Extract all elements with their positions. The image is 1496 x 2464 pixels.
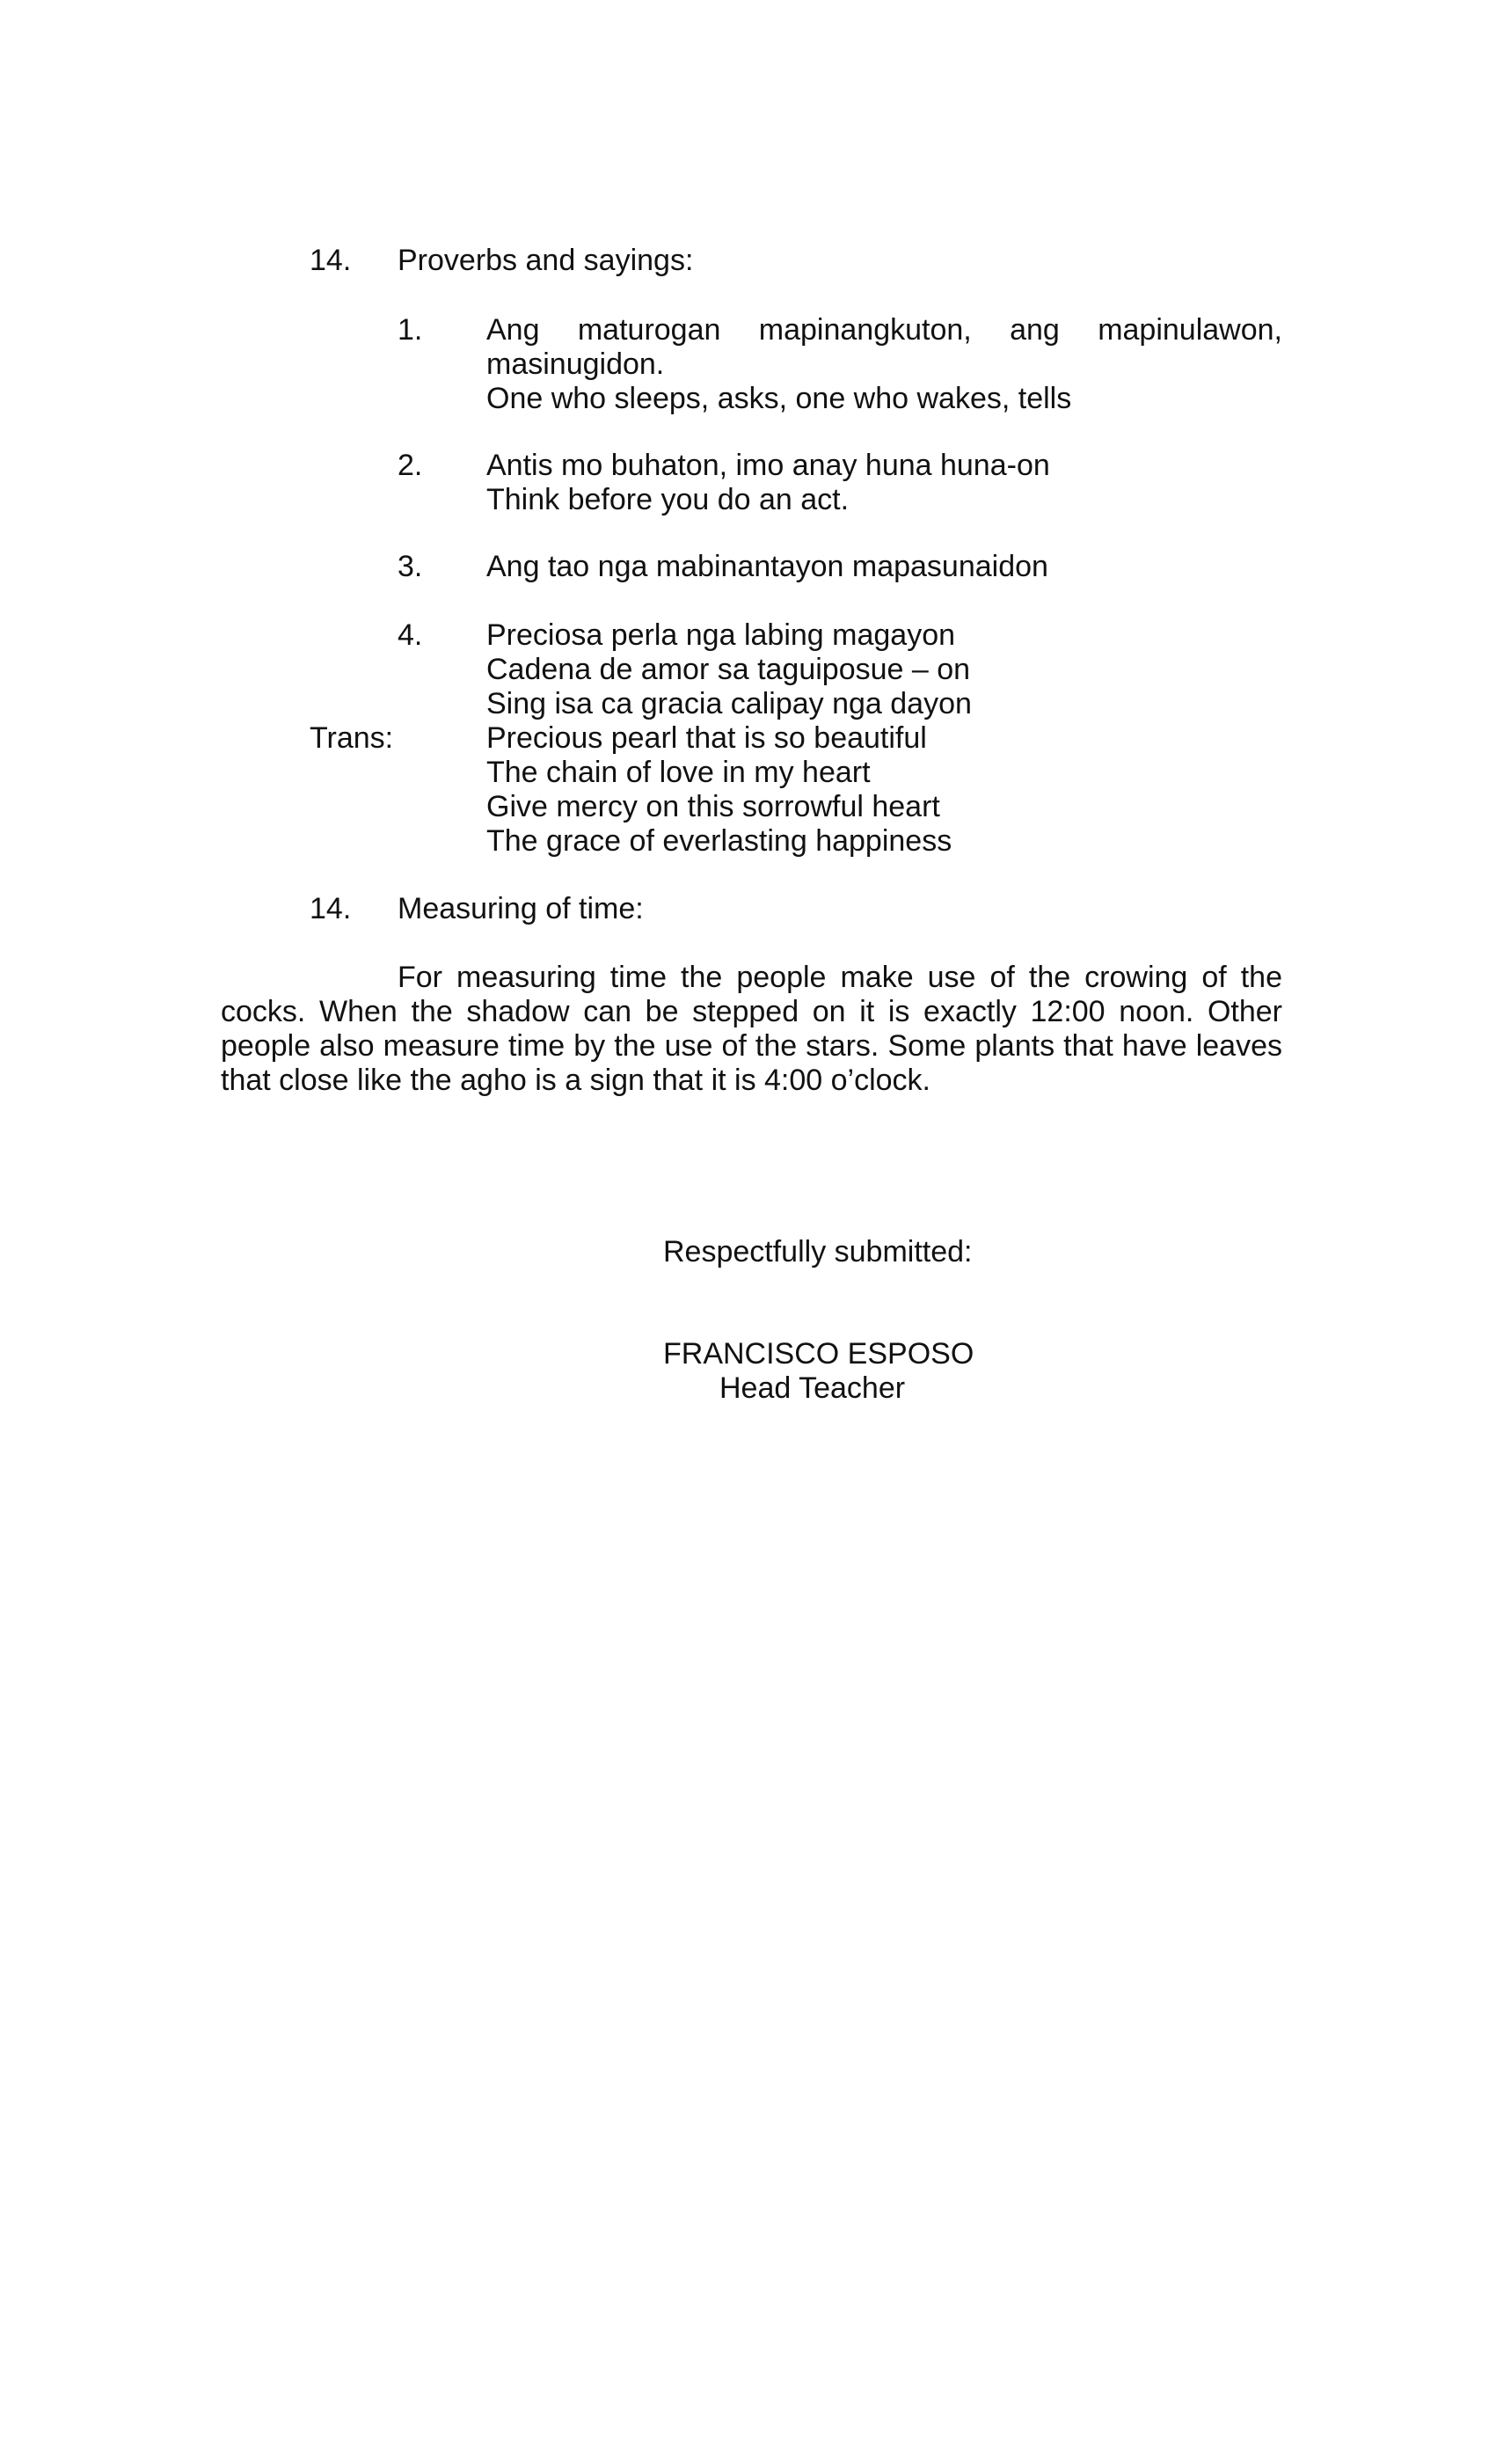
- paragraph-line: cocks. When the shadow can be stepped on it is exactly 12:00 noon. Other: [221, 995, 1282, 1028]
- translation-line: Precious pearl that is so beautiful: [486, 721, 927, 755]
- measuring-time-paragraph: [221, 961, 1282, 1098]
- paragraph-line-text: For measuring time the people make use of the crowing of the: [398, 961, 1282, 994]
- proverb-number-2: 2.: [398, 449, 423, 482]
- section-title-proverbs: Proverbs and sayings:: [398, 244, 694, 277]
- section-number-proverbs: 14.: [310, 244, 352, 277]
- closing-text: Respectfully submitted:: [663, 1235, 973, 1269]
- proverb-line: Antis mo buhaton, imo anay huna huna-on: [486, 449, 1050, 482]
- proverb-line: Sing isa ca gracia calipay nga dayon: [486, 687, 972, 720]
- signatory-name: FRANCISCO ESPOSO: [663, 1337, 974, 1371]
- section-title-measuring-time: Measuring of time:: [398, 892, 644, 925]
- proverb-line: Cadena de amor sa taguiposue – on: [486, 653, 971, 686]
- proverb-1-text: [486, 313, 1282, 416]
- paragraph-line: that close like the agho is a sign that it is 4:00 o’clock.: [221, 1064, 931, 1097]
- proverb-number-4: 4.: [398, 618, 423, 652]
- proverb-line: masinugidon.: [486, 347, 665, 381]
- proverb-3-text: [486, 550, 1282, 584]
- section-number-measuring-time: 14.: [310, 892, 352, 925]
- paragraph-line: people also measure time by the use of the stars. Some plants that have leaves: [221, 1029, 1282, 1063]
- signatory-title: Head Teacher: [719, 1371, 906, 1405]
- proverb-2-text: [486, 449, 1282, 517]
- proverb-number-1: 1.: [398, 313, 423, 347]
- translation-line: Give mercy on this sorrowful heart: [486, 790, 940, 823]
- proverb-translation-line: One who sleeps, asks, one who wakes, tells: [486, 382, 1072, 415]
- translation-line: The chain of love in my heart: [486, 756, 871, 789]
- paragraph-line: [221, 961, 1282, 995]
- proverb-4-text: [486, 618, 1282, 859]
- translation-line: The grace of everlasting happiness: [486, 824, 952, 858]
- proverb-line: Ang tao nga mabinantayon mapasunaidon: [486, 550, 1048, 583]
- proverb-line: Preciosa perla nga labing magayon: [486, 618, 956, 652]
- proverb-translation-line: Think before you do an act.: [486, 483, 850, 516]
- proverb-number-3: 3.: [398, 550, 423, 583]
- translation-label: Trans:: [310, 721, 394, 755]
- proverb-line: Ang maturogan mapinangkuton, ang mapinulawon,: [486, 313, 1282, 347]
